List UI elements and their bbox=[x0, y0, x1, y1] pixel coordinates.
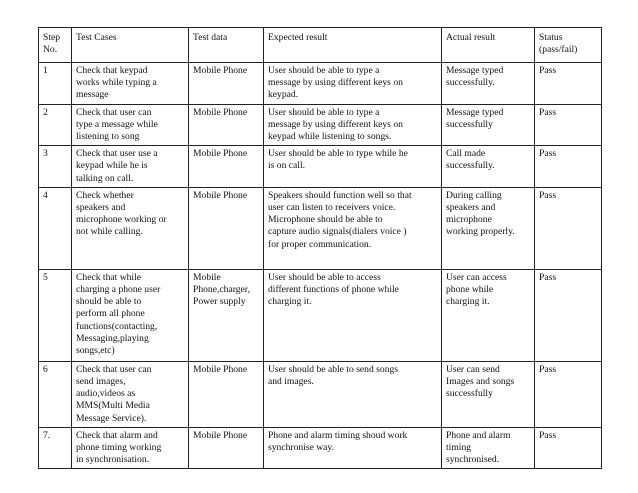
table-row bbox=[39, 361, 602, 427]
step-no-cell: 7. bbox=[39, 427, 72, 469]
test-data-cell: Mobile Phone bbox=[189, 361, 264, 427]
test-data-cell: Mobile Phone bbox=[189, 104, 264, 146]
expected-result-cell: User should be able to access different functions of phone while charging it. bbox=[264, 269, 442, 361]
header-row bbox=[39, 28, 602, 63]
status-cell: Pass bbox=[535, 269, 602, 361]
table-row bbox=[39, 146, 602, 188]
actual-result-cell: User can send Images and songs successfully bbox=[442, 361, 535, 427]
table-row bbox=[39, 427, 602, 469]
header-status: Status (pass/fail) bbox=[535, 28, 602, 63]
test-data-cell: Mobile Phone bbox=[189, 187, 264, 269]
test-case-cell: Check that while charging a phone user should be able to perform all phone functions(contacting, Messaging,playing songs,etc) bbox=[72, 269, 189, 361]
test-data-cell: Mobile Phone bbox=[189, 146, 264, 188]
step-no-cell: 4 bbox=[39, 187, 72, 269]
header-test-cases: Test Cases bbox=[72, 28, 189, 63]
test-case-cell: Check that user can type a message while listening to song bbox=[72, 104, 189, 146]
test-data-cell: Mobile Phone,charger, Power supply bbox=[189, 269, 264, 361]
status-cell: Pass bbox=[535, 427, 602, 469]
actual-result-cell: Message typed successfully bbox=[442, 104, 535, 146]
header-actual-result: Actual result bbox=[442, 28, 535, 63]
expected-result-cell: Phone and alarm timing shoud work synchronise way. bbox=[264, 427, 442, 469]
test-case-cell: Check that keypad works while typing a message bbox=[72, 63, 189, 105]
table-row bbox=[39, 187, 602, 269]
test-data-cell: Mobile Phone bbox=[189, 427, 264, 469]
step-no-cell: 3 bbox=[39, 146, 72, 188]
step-no-cell: 6 bbox=[39, 361, 72, 427]
actual-result-cell: Phone and alarm timing synchronised. bbox=[442, 427, 535, 469]
expected-result-cell: User should be able to type a message by using different keys on keypad. bbox=[264, 63, 442, 105]
table-row bbox=[39, 63, 602, 105]
table-row bbox=[39, 104, 602, 146]
test-case-table bbox=[38, 27, 602, 469]
test-case-cell: Check that user use a keypad while he is talking on call. bbox=[72, 146, 189, 188]
status-cell: Pass bbox=[535, 146, 602, 188]
actual-result-cell: User can access phone while charging it. bbox=[442, 269, 535, 361]
expected-result-cell: User should be able to send songs and images. bbox=[264, 361, 442, 427]
step-no-cell: 1 bbox=[39, 63, 72, 105]
header-expected-result: Expected result bbox=[264, 28, 442, 63]
step-no-cell: 5 bbox=[39, 269, 72, 361]
status-cell: Pass bbox=[535, 361, 602, 427]
expected-result-cell: Speakers should function well so that user can listen to receivers voice. Microphone should be able to capture audio signals(dialers voice ) for proper communication. bbox=[264, 187, 442, 269]
test-case-cell: Check that alarm and phone timing working in synchronisation. bbox=[72, 427, 189, 469]
expected-result-cell: User should be able to type while he is on call. bbox=[264, 146, 442, 188]
test-data-cell: Mobile Phone bbox=[189, 63, 264, 105]
test-case-cell: Check that user can send images, audio,videos as MMS(Multi Media Message Service). bbox=[72, 361, 189, 427]
step-no-cell: 2 bbox=[39, 104, 72, 146]
status-cell: Pass bbox=[535, 187, 602, 269]
actual-result-cell: Message typed successfully. bbox=[442, 63, 535, 105]
status-cell: Pass bbox=[535, 63, 602, 105]
expected-result-cell: User should be able to type a message by using different keys on keypad while listening to songs. bbox=[264, 104, 442, 146]
status-cell: Pass bbox=[535, 104, 602, 146]
actual-result-cell: During calling speakers and microphone working properly. bbox=[442, 187, 535, 269]
test-case-cell: Check whether speakers and microphone working or not while calling. bbox=[72, 187, 189, 269]
header-test-data: Test data bbox=[189, 28, 264, 63]
table-row bbox=[39, 269, 602, 361]
actual-result-cell: Call made successfully. bbox=[442, 146, 535, 188]
header-step-no: Step No. bbox=[39, 28, 72, 63]
